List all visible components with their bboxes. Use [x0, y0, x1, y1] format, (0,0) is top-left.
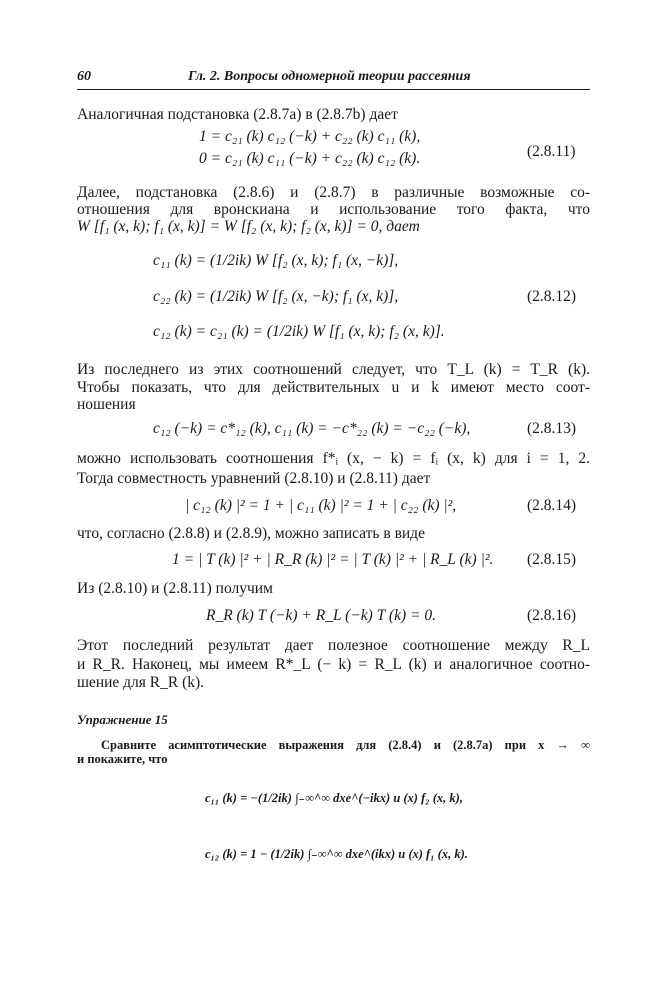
paragraph-5: что, согласно (2.8.8) и (2.8.9), можно записать в виде	[77, 525, 425, 542]
paragraph-7-line-2: и R_R. Наконец, мы имеем R*_L (− k) = R_L (k) и аналогичное соотно-	[77, 656, 590, 673]
paragraph-4-line-1: можно использовать соотношения f*ᵢ (x, − k) = fᵢ (x, k) для i = 1, 2.	[77, 450, 590, 467]
paragraph-7-line-1: Этот последний результат дает полезное соотношение между R_L	[77, 637, 590, 654]
equation-2-8-12-line-1: c₁₁ (k) = (1/2ik) W [f₂ (x, k); f₁ (x, −k)],	[153, 252, 399, 269]
equation-2-8-15-number: (2.8.15)	[527, 551, 577, 568]
paragraph-2-line-3: W [f₁ (x, k); f₁ (x, k)] = W [f₂ (x, k); f₂ (x, k)] = 0, дает	[77, 218, 420, 235]
equation-2-8-16-number: (2.8.16)	[527, 607, 577, 624]
paragraph-2-line-1: Далее, подстановка (2.8.6) и (2.8.7) в различные возможные со-	[77, 184, 590, 201]
running-title: Гл. 2. Вопросы одномерной теории рассеяния	[188, 69, 471, 84]
paragraph-1: Аналогичная подстановка (2.8.7a) в (2.8.7b) дает	[77, 106, 398, 123]
header-rule	[77, 89, 590, 90]
paragraph-3-line-1: Из последнего из этих соотношений следует, что T_L (k) = T_R (k).	[77, 361, 590, 378]
equation-2-8-11-number: (2.8.11)	[527, 143, 576, 160]
paragraph-3-line-3: ношения	[77, 396, 136, 413]
paragraph-4-line-2: Тогда совместность уравнений (2.8.10) и (2.8.11) дает	[77, 470, 431, 487]
equation-2-8-13-number: (2.8.13)	[527, 420, 577, 437]
equation-2-8-14-number: (2.8.14)	[527, 497, 577, 514]
paragraph-7-line-3: шение для R_R (k).	[77, 674, 205, 691]
equation-2-8-11-line-2: 0 = c₂₁ (k) c₁₁ (−k) + c₂₂ (k) c₁₂ (k).	[199, 150, 421, 167]
exercise-text-line-2: и покажите, что	[77, 752, 168, 766]
equation-2-8-13: c₁₂ (−k) = c*₁₂ (k), c₁₁ (k) = −c*₂₂ (k) = −c₂₂ (−k),	[153, 420, 471, 437]
paragraph-2-line-2: отношения для вронскиана и использование того факта, что	[77, 201, 590, 218]
equation-2-8-12-line-3: c₁₂ (k) = c₂₁ (k) = (1/2ik) W [f₁ (x, k); f₂ (x, k)].	[153, 323, 445, 340]
paragraph-3-line-2: Чтобы показать, что для действительных u и k имеют место соот-	[77, 379, 590, 396]
equation-2-8-16: R_R (k) T (−k) + R_L (−k) T (k) = 0.	[206, 607, 436, 624]
exercise-title: Упражнение 15	[77, 712, 168, 727]
paragraph-6: Из (2.8.10) и (2.8.11) получим	[77, 580, 273, 597]
equation-2-8-12-number: (2.8.12)	[527, 288, 577, 305]
equation-2-8-14: | c₁₂ (k) |² = 1 + | c₁₁ (k) |² = 1 + | c₂₂ (k) |²,	[185, 497, 457, 514]
equation-2-8-15: 1 = | T (k) |² + | R_R (k) |² = | T (k) |² + | R_L (k) |².	[172, 551, 494, 568]
exercise-equation-1: c₁₁ (k) = −(1/2ik) ∫₋∞^∞ dxe^(−ikx) u (x) f₂ (x, k),	[205, 791, 463, 805]
equation-2-8-12-line-2: c₂₂ (k) = (1/2ik) W [f₂ (x, −k); f₁ (x, k)],	[153, 288, 399, 305]
page-number: 60	[77, 69, 91, 84]
exercise-text-line-1: Сравните асимптотические выражения для (2.8.4) и (2.8.7a) при x → ∞	[101, 738, 590, 752]
equation-2-8-11-line-1: 1 = c₂₁ (k) c₁₂ (−k) + c₂₂ (k) c₁₁ (k),	[199, 128, 421, 145]
exercise-equation-2: c₁₂ (k) = 1 − (1/2ik) ∫₋∞^∞ dxe^(ikx) u (x) f₁ (x, k).	[205, 847, 468, 861]
